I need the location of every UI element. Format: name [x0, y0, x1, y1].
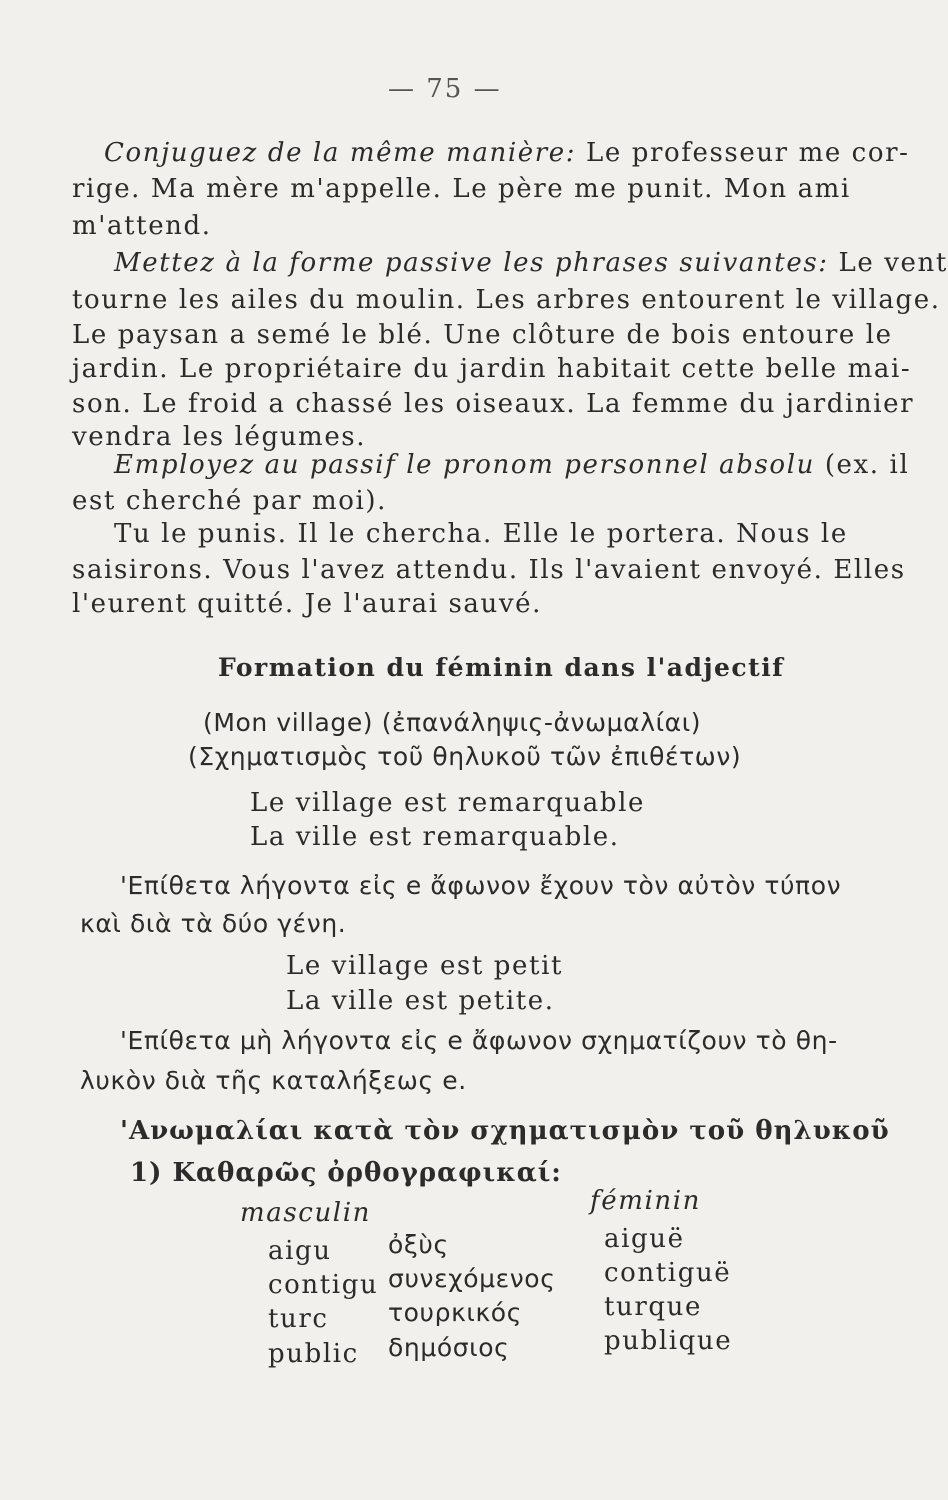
example-1-line-1: Le village est remarquable	[250, 788, 646, 818]
exercise-2-line-2: tourne les ailes du moulin. Les arbres entourent le village.	[72, 285, 941, 315]
exercise-3-instruction: Employez au passif le pronom personnel absolu	[114, 450, 815, 480]
table-row-4-masc: public	[268, 1339, 359, 1369]
exercise-1-line-2: rige. Ma mère m'appelle. Le père me punit. Mon ami	[72, 174, 851, 204]
table-header-feminin: féminin	[590, 1186, 701, 1216]
greek-note-2: (Σχηματισμὸς τοῦ θηλυκοῦ τῶν ἐπιθέτων)	[188, 742, 742, 771]
subheading-anomalies: 'Ανωμαλίαι κατὰ τὸν σχηματισμὸν τοῦ θηλυκοῦ	[120, 1116, 890, 1146]
table-row-3-greek: τουρκικός	[388, 1298, 522, 1327]
page-number: — 75 —	[388, 74, 502, 104]
section-heading: Formation du féminin dans l'adjectif	[218, 653, 785, 682]
table-row-1-greek: ὀξὺς	[388, 1230, 449, 1259]
rule-1-line-2: καὶ διὰ τὰ δύο γένη.	[80, 909, 347, 938]
table-row-2-masc: contigu	[268, 1270, 379, 1300]
exercise-4-line-1: Tu le punis. Il le chercha. Elle le portera. Nous le	[114, 519, 848, 549]
example-2-line-2: La ville est petite.	[286, 986, 555, 1016]
example-2-line-1: Le village est petit	[286, 951, 564, 981]
exercise-4-line-2: saisirons. Vous l'avez attendu. Ils l'avaient envoyé. Elles	[72, 555, 906, 585]
exercise-1-line-3: m'attend.	[72, 211, 212, 241]
table-row-4-fem: publique	[604, 1326, 733, 1356]
greek-note-1: (Mon village) (ἐπανάληψις-ἀνωμαλίαι)	[203, 708, 702, 737]
table-row-3-masc: turc	[268, 1304, 329, 1334]
exercise-2-line-4: jardin. Le propriétaire du jardin habitait cette belle mai-	[72, 354, 912, 384]
exercise-1-line-1: Conjuguez de la même manière: Le professeur me cor-	[104, 138, 910, 168]
exercise-2-instruction: Mettez à la forme passive les phrases suivantes:	[114, 248, 829, 278]
exercise-3-line-1: Employez au passif le pronom personnel absolu (ex. il	[114, 450, 910, 480]
table-row-1-masc: aigu	[268, 1236, 332, 1266]
exercise-1-instruction: Conjuguez de la même manière:	[104, 138, 577, 168]
exercise-4-line-3: l'eurent quitté. Je l'aurai sauvé.	[72, 589, 543, 619]
subheading-orthographic: 1) Καθαρῶς ὀρθογραφικαί:	[130, 1158, 562, 1188]
rule-2-line-2: λυκὸν διὰ τῆς καταλήξεως e.	[80, 1066, 467, 1095]
exercise-2-line-1: Mettez à la forme passive les phrases suivantes: Le vent	[114, 248, 948, 278]
table-row-2-greek: συνεχόμενος	[388, 1264, 556, 1293]
table-row-2-fem: contiguë	[604, 1258, 732, 1288]
table-row-3-fem: turque	[604, 1292, 702, 1322]
table-row-4-greek: δημόσιος	[388, 1333, 510, 1362]
rule-1-line-1: 'Επίθετα λήγοντα εἰς e ἄφωνον ἔχουν τὸν αὐτὸν τύπον	[120, 871, 842, 900]
table-row-1-fem: aiguë	[604, 1224, 685, 1254]
exercise-3-line-2: est cherché par moi).	[72, 486, 387, 516]
table-header-masculin: masculin	[240, 1198, 371, 1228]
rule-2-line-1: 'Επίθετα μὴ λήγοντα εἰς e ἄφωνον σχηματίζουν τὸ θη-	[120, 1026, 838, 1055]
exercise-2-line-5: son. Le froid a chassé les oiseaux. La femme du jardinier	[72, 389, 915, 419]
exercise-2-line-6: vendra les légumes.	[72, 422, 367, 452]
exercise-2-line-3: Le paysan a semé le blé. Une clôture de bois entoure le	[72, 320, 893, 350]
example-1-line-2: La ville est remarquable.	[250, 822, 620, 852]
